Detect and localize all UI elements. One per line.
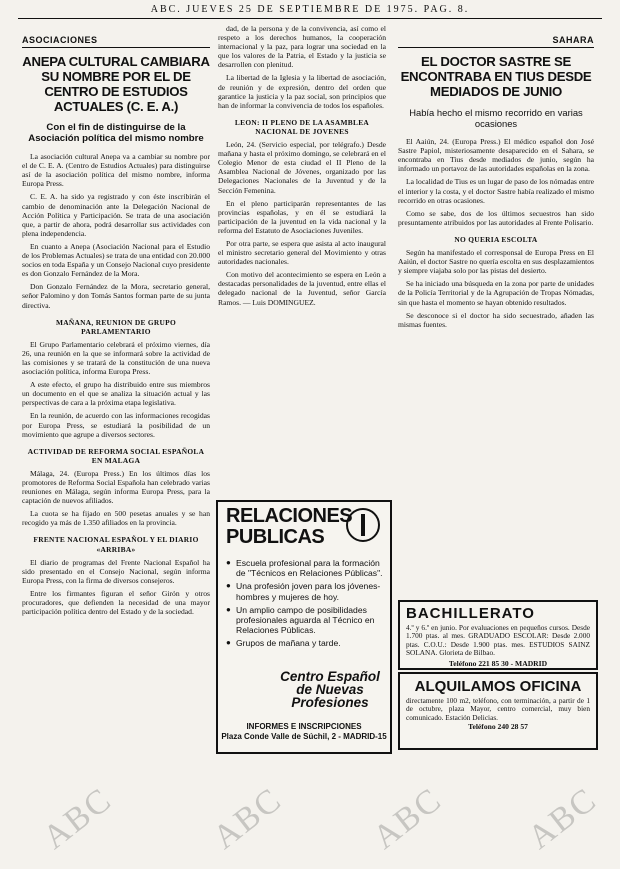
ad-rp-logo-icon [346, 508, 380, 542]
ad-rp-bullet: ● Un amplio campo de posibilidades profesionales aguarda al Técnico en Relaciones Públicas. [226, 605, 384, 636]
article-paragraph: En el pleno participarán representantes de las provincias españolas, y en él se estudiará la participación de la juventud en la vida nacional y la reforma del Estatuto de Asociaciones Juveniles. [218, 198, 386, 235]
article-paragraph: En la reunión, de acuerdo con las informaciones recogidas por Europa Press, se estudiará la posibilidad de un movimiento que agrupe a diversos sectores. [22, 411, 210, 439]
article-paragraph: Se ha iniciado una búsqueda en la zona por parte de unidades de la Policía Territorial y de la Agrupación de Tropas Nómadas, sin que hasta el momento se hayan obtenido resultados. [398, 279, 594, 307]
article-paragraph: Se desconoce si el doctor ha sido secuestrado, añaden las mismas fuentes. [398, 310, 594, 329]
section-title-asociaciones: ASOCIACIONES [22, 36, 210, 48]
ad-relaciones-publicas [216, 500, 392, 754]
article-paragraph: Málaga, 24. (Europa Press.) En los últimos días los promotores de Reforma Social Española han celebrado varias reuniones en Málaga, según informa Europa Press, para la captación de nuevos afiliados. [22, 468, 210, 506]
subheading-grupo-parlamentario: MAÑANA, REUNION DE GRUPO PARLAMENTARIO [55, 317, 177, 336]
article-paragraph: El diario de programas del Frente Nacional Español ha sido presentado en el Consejo Nacional, según informa Europa Press, con la firma de diversos consejeros. [22, 557, 210, 585]
article-paragraph: El Aaiún, 24. (Europa Press.) El médico español don José Sastre Papiol, misteriosamente desaparecido en el Sahara, se encontraba en Tius desde mediados de junio, según ha informado un portavoz de las autoridades españolas en la zona. [398, 137, 594, 174]
article-paragraph: C. E. A. ha sido ya registrado y con éste inscribirán el cambio de denominación ante la Delegación Nacional de Acción Política y Participación. Se trata de una asociación que, a partir de ahora, podrá desarrollar sus actividades con plena independencia. [22, 192, 210, 238]
article-paragraph: dad, de la persona y de la convivencia, así como el respeto a los derechos humanos, la cooperación internacional y la paz, para lograr una sociedad en la que los valores de la Patria, el Estado y la justicia se desarrollen con plenitud. [218, 24, 386, 70]
ad-rp-bullet: ● Escuela profesional para la formación de "Técnicos en Relaciones Públicas". [226, 558, 384, 578]
ad-rp-info-label: INFORMES E INSCRIPCIONES [246, 722, 362, 731]
watermark-abc: ABC [36, 780, 119, 857]
column-right [398, 24, 594, 614]
article-paragraph: Don Gonzalo Fernández de la Mora, secretario general, señor Palomino y don Tomás Santos forman parte de su junta directiva. [22, 282, 210, 310]
article-paragraph: Entre los firmantes figuran el señor Girón y otros procuradores, que defienden la necesidad de una mayor participación política dentro del Estado y de la sociedad. [22, 588, 210, 617]
section-title-sahara: SAHARA [398, 36, 594, 48]
ad-rp-bullet-list [226, 558, 384, 652]
page-header [18, 4, 602, 19]
ad-alq-body: directamente 100 m2, teléfono, con terminación, a partir de 1 de octubre, plaza Mayor, centro comercial, muy bien comunicado. Estación Delicias. [406, 696, 590, 722]
subheading-reforma-social: ACTIVIDAD DE REFORMA SOCIAL ESPAÑOLA EN MALAGA [27, 446, 205, 465]
watermark-abc: ABC [366, 780, 449, 857]
ad-rp-bullet: ● Grupos de mañana y tarde. [226, 638, 384, 648]
column-middle [218, 24, 386, 484]
article-paragraph: Como se sabe, dos de los últimos secuestros han sido presuntamente atribuidos por las autoridades al Frente Polisario. [398, 208, 594, 227]
ad-rp-info [218, 722, 390, 742]
watermark-abc: ABC [521, 780, 604, 857]
dek-sastre: Había hecho el mismo recorrido en varias ocasiones [409, 107, 583, 130]
article-paragraph: León, 24. (Servicio especial, por telégrafo.) Desde mañana y hasta el próximo domingo, se celebrará en el Colegio Menor de esta ciudad el II Pleno de la Asamblea Nacional de Jóvenes, organizado por las Delegaciones Nacionales de la Juventud y de la Sección Femenina. [218, 140, 386, 195]
article-paragraph: La localidad de Tius es un lugar de paso de los nómadas entre el interior y la costa, y el doctor Sastre había realizado el mismo recorrido en otras ocasiones. [398, 177, 594, 205]
article-paragraph: En cuanto a Anepa (Asociación Nacional para el Estudio de los Problemas Actuales) se trata de una entidad con 20.000 socios en toda España y un Consejo Nacional cuyo presidente es don Gonzalo Fernández de la Mora. [22, 241, 210, 279]
article-paragraph: La cuota se ha fijado en 500 pesetas anuales y se han recogido ya más de 1.350 afiliados en la provincia. [22, 509, 210, 528]
ad-bach-title: BACHILLERATO [406, 605, 535, 622]
ad-alq-phone: Teléfono 240 28 57 [468, 722, 528, 732]
article-paragraph: Según ha manifestado el corresponsal de Europa Press en El Aaiún, el doctor Sastre no quería escolta en sus desplazamientos y siempre viajaba solo por las pistas del desierto. [398, 248, 594, 276]
article-paragraph: Por otra parte, se espera que asista al acto inaugural el ministro secretario general del Movimiento y otras autoridades nacionales. [218, 238, 386, 267]
headline-anepa: ANEPA CULTURAL CAMBIARA SU NOMBRE POR EL DE CENTRO DE ESTUDIOS ACTUALES (C. E. A.) [22, 54, 210, 115]
article-paragraph: La libertad de la Iglesia y la libertad de asociación, de reunión y de expresión, dentro del orden que garantice la justicia y la paz social, son principios que han de informar la convivencia de todos los españoles. [218, 73, 386, 110]
ad-rp-bullet: ● Una profesión joven para los jóvenes-hombres y mujeres de hoy. [226, 581, 384, 601]
ad-bach-body: 4.º y 6.º en junio. Por evaluaciones en pequeños cursos. Desde 1.700 ptas. al mes. GRADUADO ESCOLAR: Desde 2.000 ptas. C.O.U.: Desde 1.900 ptas. mes. ESTUDIOS SAINZ SOLANA. Glorieta de Bilbao. [406, 623, 590, 658]
ad-alq-title: ALQUILAMOS OFICINA [414, 678, 582, 695]
ad-rp-title: RELACIONES PUBLICAS [226, 505, 353, 548]
ad-bach-phone: Teléfono 221 85 30 - MADRID [448, 658, 548, 668]
page-header-text: ABC. JUEVES 25 DE SEPTIEMBRE DE 1975. PAG. 8. [150, 4, 470, 15]
ad-rp-address: Plaza Conde Valle de Súchil, 2 - MADRID-15 [221, 732, 387, 741]
article-paragraph: El Grupo Parlamentario celebrará el próximo viernes, día 26, una reunión en la que se informará sobre la actividad de las comisiones y se tratará de la constitución de una nueva asociación política, informa Europa Press. [22, 339, 210, 377]
subheading-no-queria-escolta: NO QUERIA ESCOLTA [454, 234, 538, 244]
dek-anepa: Con el fin de distinguirse de la Asociación política del mismo nombre [28, 122, 204, 145]
article-paragraph: A este efecto, el grupo ha distribuido entre sus miembros un documento en el que se analiza la situación actual y las perspectivas de cara a la próxima etapa legislativa. [22, 380, 210, 408]
subheading-frente-nacional: FRENTE NACIONAL ESPAÑOL Y EL DIARIO «ARRIBA» [33, 535, 199, 554]
ad-bachillerato [398, 600, 598, 670]
article-paragraph: Con motivo del acontecimiento se espera en León a destacadas personalidades de la juventud, entre ellas el delegado nacional de la Juventud, señor García Ramos. — Luis DOMINGUEZ. [218, 270, 386, 307]
article-paragraph: La asociación cultural Anepa va a cambiar su nombre por el de C. E. A. (Centro de Estudios Actuales) para distinguirse así de la asociación política del mismo nombre, informa Europa Press. [22, 152, 210, 189]
watermark-abc: ABC [206, 780, 289, 857]
subheading-leon: LEON: II PLENO DE LA ASAMBLEA NACIONAL DE JOVENES [234, 117, 370, 136]
ad-alquilamos-oficina [398, 672, 598, 750]
ad-rp-brand: Centro Español de Nuevas Profesiones [280, 669, 380, 710]
column-left [22, 24, 210, 869]
headline-sastre: EL DOCTOR SASTRE SE ENCONTRABA EN TIUS DESDE MEDIADOS DE JUNIO [400, 54, 592, 100]
